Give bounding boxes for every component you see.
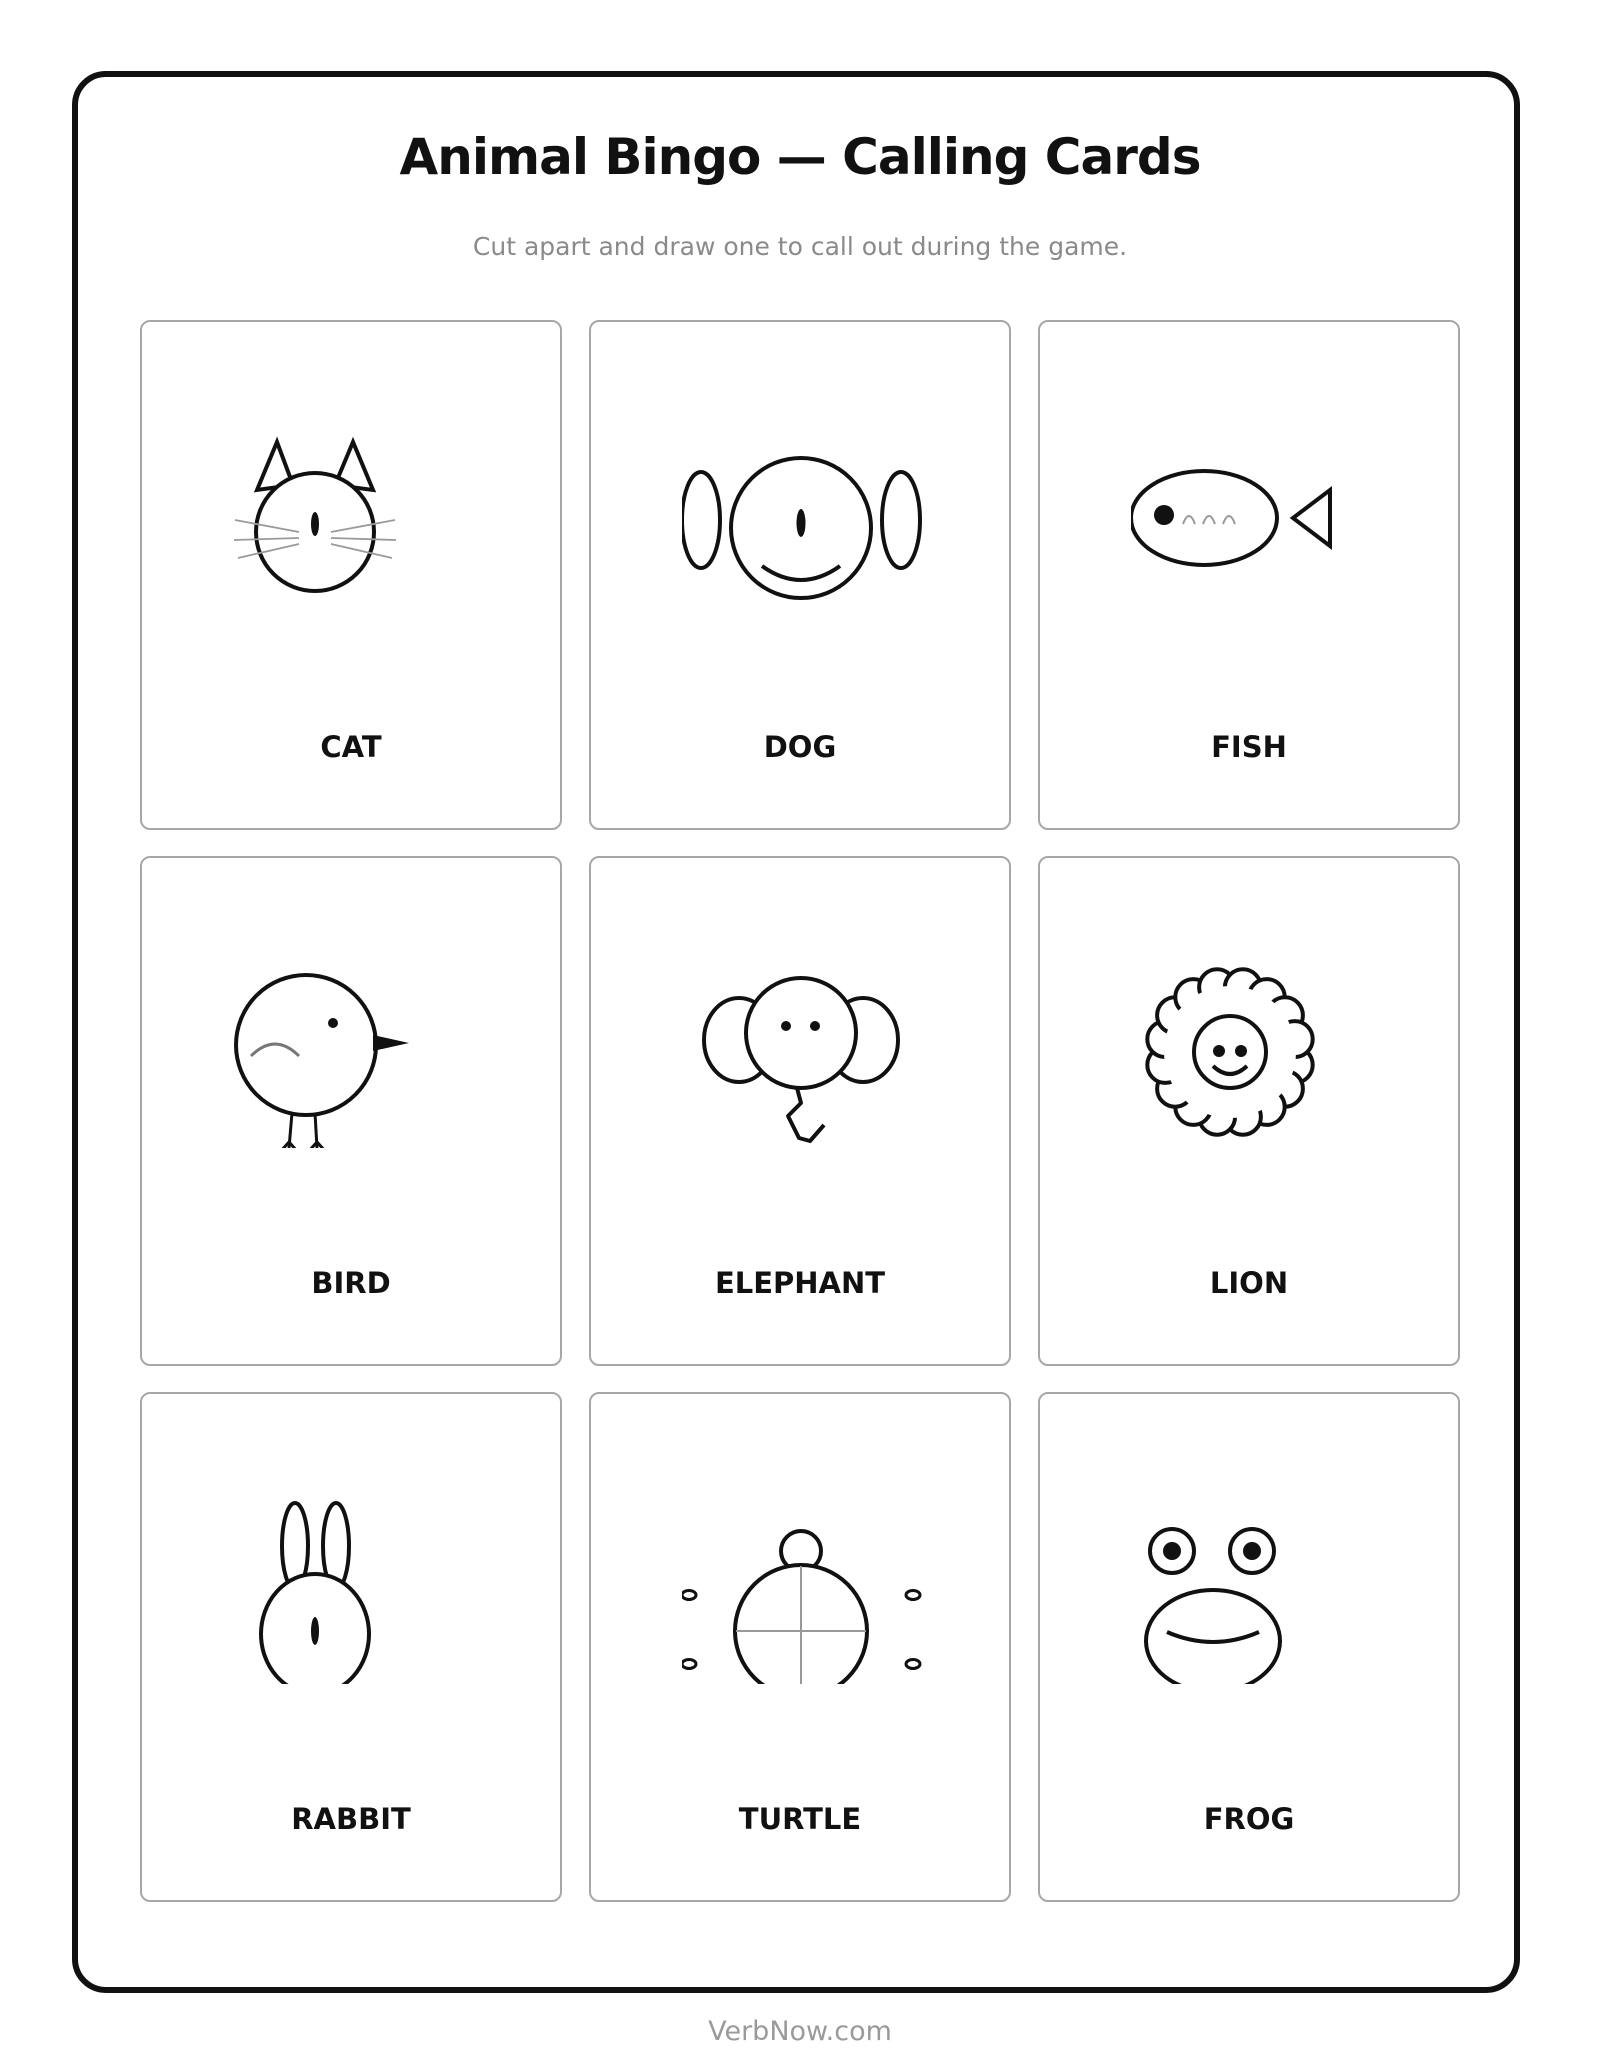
frog-icon <box>1131 1444 1371 1684</box>
card-label-turtle: TURTLE <box>738 1802 862 1836</box>
card-label-cat: CAT <box>320 730 382 764</box>
card-label-lion: LION <box>1209 1266 1289 1300</box>
card-label-rabbit: RABBIT <box>291 1802 411 1836</box>
card-label-bird: BIRD <box>311 1266 391 1300</box>
elephant-icon <box>682 908 922 1148</box>
card-dog <box>589 320 1011 830</box>
footer-brand: VerbNow.com <box>708 2016 892 2047</box>
card-lion <box>1038 856 1460 1366</box>
card-label-elephant: ELEPHANT <box>714 1266 886 1300</box>
rabbit-icon <box>233 1444 473 1684</box>
card-cat <box>140 320 562 830</box>
dog-icon <box>682 372 922 612</box>
card-fish <box>1038 320 1460 830</box>
card-turtle <box>589 1392 1011 1902</box>
lion-icon <box>1131 908 1371 1148</box>
card-bird <box>140 856 562 1366</box>
card-label-dog: DOG <box>763 730 837 764</box>
fish-icon <box>1131 372 1371 612</box>
card-grid <box>140 320 1460 1900</box>
card-rabbit <box>140 1392 562 1902</box>
card-label-frog: FROG <box>1203 1802 1295 1836</box>
card-elephant <box>589 856 1011 1366</box>
turtle-icon <box>682 1444 922 1684</box>
cat-icon <box>233 372 473 612</box>
page-subtitle: Cut apart and draw one to call out during the game. <box>472 232 1128 261</box>
card-label-fish: FISH <box>1211 730 1287 764</box>
card-frog <box>1038 1392 1460 1902</box>
bird-icon <box>233 908 473 1148</box>
page-title: Animal Bingo — Calling Cards <box>399 128 1201 186</box>
